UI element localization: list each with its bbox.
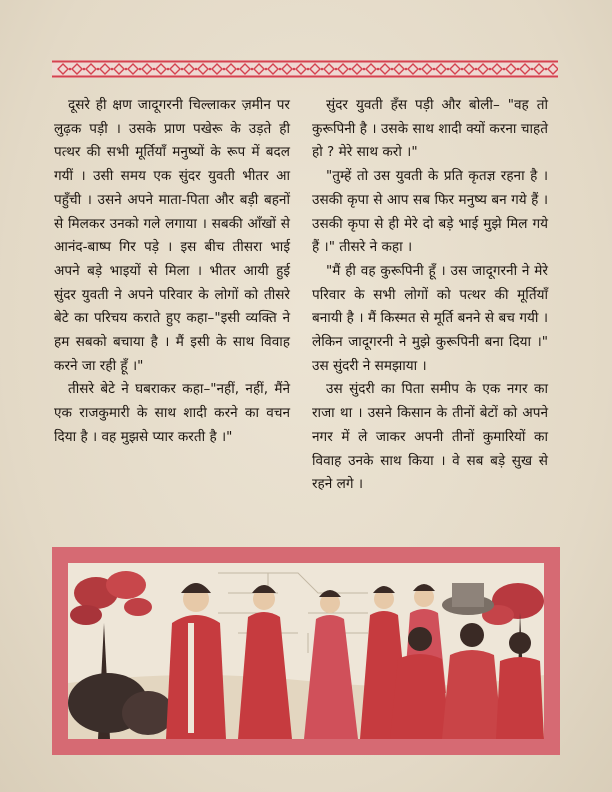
border-dot xyxy=(307,68,310,71)
decorative-border xyxy=(52,60,558,78)
border-dot xyxy=(251,68,254,71)
border-dot xyxy=(293,68,296,71)
border-dot xyxy=(349,68,352,71)
border-dot xyxy=(111,68,114,71)
border-dot xyxy=(461,68,464,71)
border-pattern xyxy=(52,60,558,78)
border-dot xyxy=(503,68,506,71)
border-dot xyxy=(447,68,450,71)
left-text-column xyxy=(54,94,290,450)
border-dot xyxy=(97,68,100,71)
border-dot xyxy=(167,68,170,71)
border-dot xyxy=(531,68,534,71)
border-dot xyxy=(237,68,240,71)
border-dot xyxy=(419,68,422,71)
right-paragraph-4: उस सुंदरी का पिता समीप के एक नगर का राजा था । उसने किसान के तीनों बेटों को अपने नगर में ले जाकर अपनी तीनों कुमारियों का विवाह उनके साथ किया । वे सब बड़े सुख से रहने लगे । xyxy=(312,381,548,493)
border-dot xyxy=(209,68,212,71)
left-paragraph-2: तीसरे बेटे ने घबराकर कहा–"नहीं, नहीं, मैंने एक राजकुमारी के साथ शादी करने का वचन दिया है । वह मुझसे प्यार करती है ।" xyxy=(54,381,290,445)
border-dot xyxy=(83,68,86,71)
border-dot xyxy=(195,68,198,71)
brothers-figures xyxy=(390,623,544,739)
border-dot xyxy=(69,68,72,71)
border-dot xyxy=(279,68,282,71)
border-dot xyxy=(125,68,128,71)
border-dot xyxy=(545,68,548,71)
left-paragraph-1: दूसरे ही क्षण जादूगरनी चिल्लाकर ज़मीन पर लुढ़क पड़ी । उसके प्राण पखेरू के उड़ते ही पत्थर की सभी मूर्तियाँ मनुष्यों के रूप में बदल गयीं । उसी समय एक सुंदर युवती भीतर आ पहुँची । उसने अपने माता-पिता और बड़ी बहनों से मिलकर उनको गले लगाया । सबकी आँखों से आनंद-बाष्प गिर पड़े । इस बीच तीसरा भाई अपने बड़े भाइयों से मिला । भीतर आयी हुई सुंदर युवती ने अपने परिवार के लोगों को तीसरे बेटे का परिचय कराते हुए कहा–"इसी व्यक्ति ने हम सबको बचाया है । मैं इसी के साथ विवाह करने जा रही हूँ ।" xyxy=(54,97,290,374)
border-dot xyxy=(139,68,142,71)
border-dot xyxy=(265,68,268,71)
border-dot xyxy=(363,68,366,71)
border-dot xyxy=(153,68,156,71)
border-dot xyxy=(405,68,408,71)
right-paragraph-1: सुंदर युवती हँस पड़ी और बोली– "वह तो कुरूपिनी है । उसके साथ शादी क्यों करना चाहते हो ? मेरे साथ करो ।" xyxy=(312,97,548,161)
border-dot xyxy=(321,68,324,71)
border-dot xyxy=(475,68,478,71)
border-dot xyxy=(489,68,492,71)
border-dot xyxy=(181,68,184,71)
story-illustration xyxy=(68,563,544,739)
right-text-column xyxy=(312,94,548,497)
border-dot xyxy=(335,68,338,71)
right-paragraph-3: "मैं ही वह कुरूपिनी हूँ । उस जादूगरनी ने मेरे परिवार के सभी लोगों को पत्थर की मूर्तियाँ बनायी है । मैं किस्मत से मूर्ति बनने से बच गयी । लेकिन जादूगरनी ने मुझे कुरूपिनी बना दिया ।" उस सुंदरी ने समझाया । xyxy=(312,262,548,374)
right-paragraph-2: "तुम्हें तो उस युवती के प्रति कृतज्ञ रहना है । उसकी कृपा से आप सब फिर मनुष्य बन गये हैं । उसकी कृपा से ही मेरे दो बड़े भाई मुझे मिल गये हैं ।" तीसरे ने कहा । xyxy=(312,168,548,256)
illustration-scene xyxy=(68,563,544,739)
border-dot xyxy=(517,68,520,71)
border-dot xyxy=(377,68,380,71)
border-dot xyxy=(391,68,394,71)
border-dot xyxy=(433,68,436,71)
border-dot xyxy=(223,68,226,71)
